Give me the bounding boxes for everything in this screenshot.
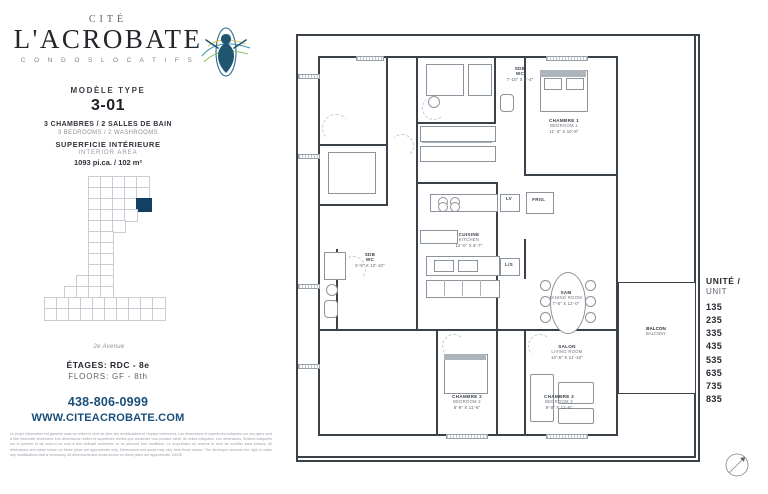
room-label-balcon: BALCON BALCONY	[645, 326, 666, 336]
compass-north-icon	[724, 452, 750, 478]
room-label-chambre-1: CHAMBRE 1 BEDROOM 1 11'-3" X 10'-8"	[548, 118, 579, 134]
room-label-cuisine: CUISINE KITCHEN 12'-0" X 8'-7"	[455, 232, 483, 248]
unit-number: 435	[706, 341, 723, 352]
kitchen-counter-lower	[426, 280, 500, 298]
key-plan-avenue-label: 2e Avenue	[93, 344, 125, 350]
key-plan-diagram	[44, 176, 174, 336]
brand-tagline: C O N D O S L O C A T I F S	[20, 57, 196, 64]
floor-plan-drawing: CHAMBRE 1 BEDROOM 1 11'-3" X 10'-8" SDB WC 7'-10" X 5'-4" LV FRIG. CUISINE KITCHEN 12'-0" X 8'-7" L/S SAM DINING ROOM 7'-5" X 12'-0" SALON LIVING ROOM 10'-6" X 11'-10" CHAMBRE 2 BEDROOM 2 8'-9" X 11'-6" CHAMBRE 3 BEDROOM 3 9'-0" X 11'-6" SDB WC 5'-9" X 10'-10" BALCON BALCONY	[296, 34, 696, 458]
media-unit-fixture	[558, 408, 594, 424]
floors-fr: ÉTAGES: RDC - 8e	[66, 360, 150, 370]
room-label-salon: SALON LIVING ROOM 10'-6" X 11'-10"	[551, 344, 583, 360]
bed-fixture-bedroom2	[444, 354, 488, 394]
unit-number: 735	[706, 380, 723, 391]
shower-fixture-1	[426, 64, 464, 96]
unit-label-en: UNIT	[706, 287, 728, 296]
room-label-chambre-3: CHAMBRE 3 BEDROOM 3 9'-0" X 11'-6"	[543, 394, 574, 410]
sink-fixture-1	[428, 96, 440, 108]
room-label-sdb-wc-2: SDB WC 5'-9" X 10'-10"	[355, 252, 385, 268]
unit-number: 235	[706, 315, 723, 326]
unit-number: 635	[706, 367, 723, 378]
unit-number: 535	[706, 354, 723, 365]
plan-outline	[296, 34, 700, 462]
area-block	[8, 140, 208, 167]
unit-label-fr: UNITÉ /	[706, 276, 741, 286]
model-rooms-fr: 3 CHAMBRES / 2 SALLES DE BAIN	[44, 121, 172, 128]
brand-cite: CITÉ	[88, 14, 128, 25]
phone-number[interactable]: 438-806-0999	[67, 395, 149, 409]
bed-fixture-secondary	[328, 152, 376, 194]
key-plan-highlight-unit	[136, 198, 152, 212]
left-info-panel	[0, 0, 292, 494]
brand-block	[8, 14, 208, 64]
disclaimer-text: Le projet Information est garantie mais ne retient le droit de faire des modifications et l'équipe intérieures. Les dimensions et superficies indiquées sur ces plans sont à titre informatif seulement. Les dimensions réelles et superficies réelles que construire nos pouvant varier de celles indiquées. Les dimensions, finitions indiquées sur le présent et de ceux-ci ne sont à titre indicatif seulement et ne peuvent être modifiées. Le propriétaire se réserve le droit de modifier sans préavis. All dimensions and areas shown on these plans are approximate only. Dimensions and areas may vary from those shown. The developer reserves the right to make any modifications that is necessary. All dimensions and areas shown on these plans are approximate. E&OE.	[10, 432, 272, 457]
model-block	[8, 86, 208, 136]
fridge-icon	[526, 192, 554, 214]
area-label-fr: SUPERFICIE INTÉRIEURE	[55, 140, 161, 149]
toilet-fixture-2	[324, 300, 338, 318]
model-rooms-en: 3 BEDROOMS / 2 WASHROOMS	[57, 130, 159, 136]
acrobat-figure-logo-icon	[196, 26, 256, 78]
website-link[interactable]: WWW.CITEACROBATE.COM	[31, 412, 185, 424]
area-value: 1093 pi.ca. / 102 m²	[74, 158, 142, 167]
area-label-en: INTERIOR AREA	[78, 150, 138, 156]
floors-block	[8, 360, 208, 381]
room-label-dining: SAM DINING ROOM 7'-5" X 12'-0"	[549, 290, 583, 306]
toilet-fixture-1	[500, 94, 514, 112]
floors-en: FLOORS: GF - 8th	[68, 372, 148, 381]
closet-1	[420, 126, 496, 142]
unit-number: 135	[706, 302, 723, 312]
unit-number: 835	[706, 393, 723, 404]
closet-2	[420, 146, 496, 162]
unit-number: 335	[706, 328, 723, 339]
balcony-area	[618, 282, 696, 394]
model-label: MODÈLE TYPE	[70, 86, 146, 95]
unit-number-list	[706, 301, 768, 406]
tub-fixture-1	[468, 64, 492, 96]
contact-block	[8, 395, 208, 424]
washer-dryer-icon	[500, 258, 520, 276]
model-code: 3-01	[90, 97, 126, 114]
sink-fixture-2	[326, 284, 338, 296]
room-label-sdb-wc-1: SDB WC 7'-10" X 5'-4"	[506, 66, 534, 82]
room-label-chambre-2: CHAMBRE 2 BEDROOM 2 8'-9" X 11'-6"	[451, 394, 482, 410]
unit-numbers-panel	[706, 276, 768, 406]
brand-name: L'ACROBATE	[13, 24, 203, 54]
